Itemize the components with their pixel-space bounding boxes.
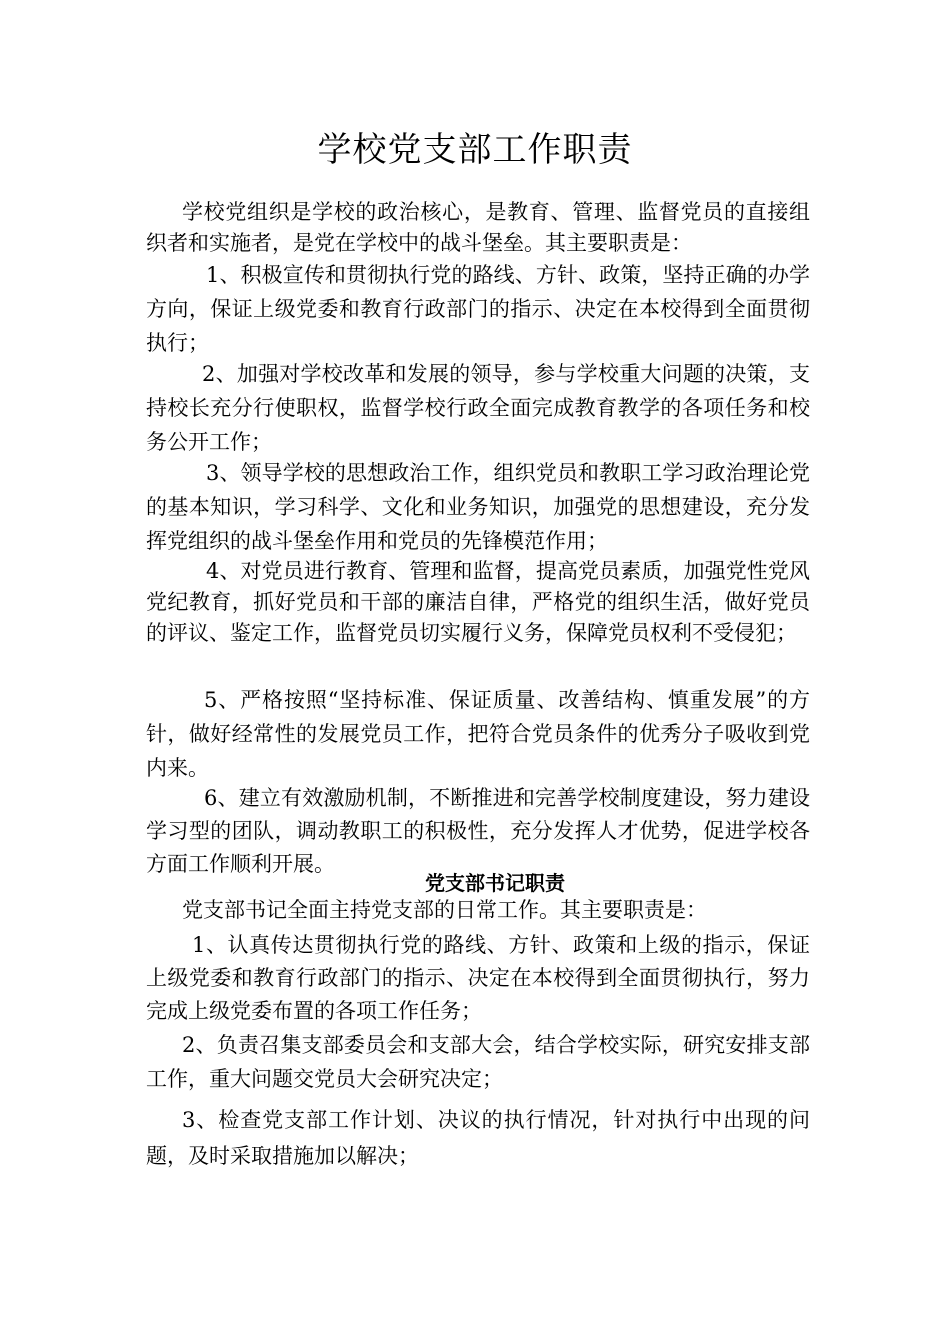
duty-item-1: 1、积极宣传和贯彻执行党的路线、方针、政策，坚持正确的办学方向，保证上级党委和教育行政部门的指示、决定在本校得到全面贯彻执行； — [146, 263, 810, 355]
duty-item-5: 5、严格按照“坚持标准、保证质量、改善结构、慎重发展”的方针，做好经常性的发展党员工作，把符合党员条件的优秀分子吸收到党内来。 — [146, 688, 810, 780]
duty-item-2: 2、加强对学校改革和发展的领导，参与学校重大问题的决策，支持校长充分行使职权，监督学校行政全面完成教育教学的各项任务和校务公开工作； — [146, 362, 810, 454]
secretary-duty-1: 1、认真传达贯彻执行党的路线、方针、政策和上级的指示，保证上级党委和教育行政部门的指示、决定在本校得到全面贯彻执行，努力完成上级党委布置的各项工作任务； — [146, 933, 810, 1023]
duty-item-4: 4、对党员进行教育、管理和监督，提高党员素质，加强党性党风党纪教育，抓好党员和干部的廉洁自律，严格党的组织生活，做好党员的评议、鉴定工作，监督党员切实履行义务，保障党员权利不受侵犯； — [146, 559, 810, 645]
intro-paragraph: 学校党组织是学校的政治核心，是教育、管理、监督党员的直接组织者和实施者，是党在学校中的战斗堡垒。其主要职责是： — [146, 200, 810, 255]
duty-item-3: 3、领导学校的思想政治工作，组织党员和教职工学习政治理论党的基本知识，学习科学、文化和业务知识，加强党的思想建设，充分发挥党组织的战斗堡垒作用和党员的先锋模范作用； — [146, 461, 810, 553]
secretary-heading: 党支部书记职责 — [425, 871, 565, 895]
secretary-duty-2: 2、负责召集支部委员会和支部大会，结合学校实际，研究安排支部工作，重大问题交党员大会研究决定； — [146, 1033, 810, 1091]
document-title: 学校党支部工作职责 — [317, 130, 633, 170]
secretary-intro: 党支部书记全面主持党支部的日常工作。其主要职责是： — [182, 898, 707, 922]
duty-item-6: 6、建立有效激励机制，不断推进和完善学校制度建设，努力建设学习型的团队，调动教职工的积极性，充分发挥人才优势，促进学校各方面工作顺利开展。 — [146, 786, 810, 876]
secretary-duty-3: 3、检查党支部工作计划、决议的执行情况，针对执行中出现的问题，及时采取措施加以解决； — [146, 1108, 810, 1168]
